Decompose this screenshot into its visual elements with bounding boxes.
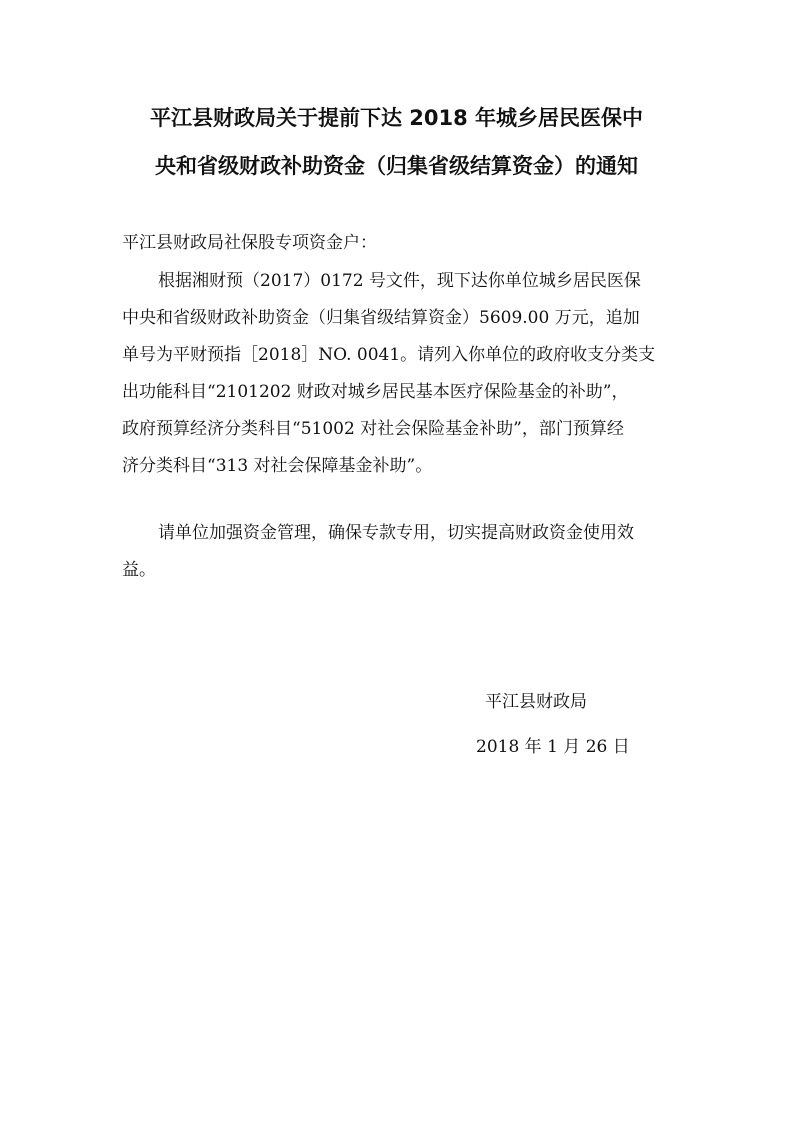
paragraph-line: 政府预算经济分类科目“51002 对社会保险基金补助”，部门预算经 [122, 419, 624, 439]
title-line-2: 央和省级财政补助资金（归集省级结算资金）的通知 [155, 154, 638, 178]
paragraph-line: 请单位加强资金管理，确保专款专用，切实提高财政资金使用效 [158, 523, 634, 543]
paragraph-line: 益。 [122, 560, 156, 580]
paragraph-line: 中央和省级财政补助资金（归集省级结算资金）5609.00 万元，追加 [122, 308, 640, 328]
paragraph-line: 根据湘财预（2017）0172 号文件，现下达你单位城乡居民医保 [158, 271, 641, 291]
signature: 平江县财政局 [485, 692, 587, 712]
paragraph-management [122, 515, 682, 589]
salutation: 平江县财政局社保股专项资金户： [122, 233, 377, 253]
paragraph-allocation [122, 263, 682, 485]
title-line-1: 平江县财政局关于提前下达 2018 年城乡居民医保中 [149, 106, 644, 130]
document-title [100, 94, 693, 190]
paragraph-line: 济分类科目“313 对社会保障基金补助”。 [122, 456, 433, 476]
issue-date: 2018 年 1 月 26 日 [476, 737, 630, 757]
paragraph-line: 出功能科目“2101202 财政对城乡居民基本医疗保险基金的补助”， [122, 382, 629, 402]
paragraph-line: 单号为平财预指［2018］NO. 0041。请列入你单位的政府收支分类支 [122, 345, 656, 365]
